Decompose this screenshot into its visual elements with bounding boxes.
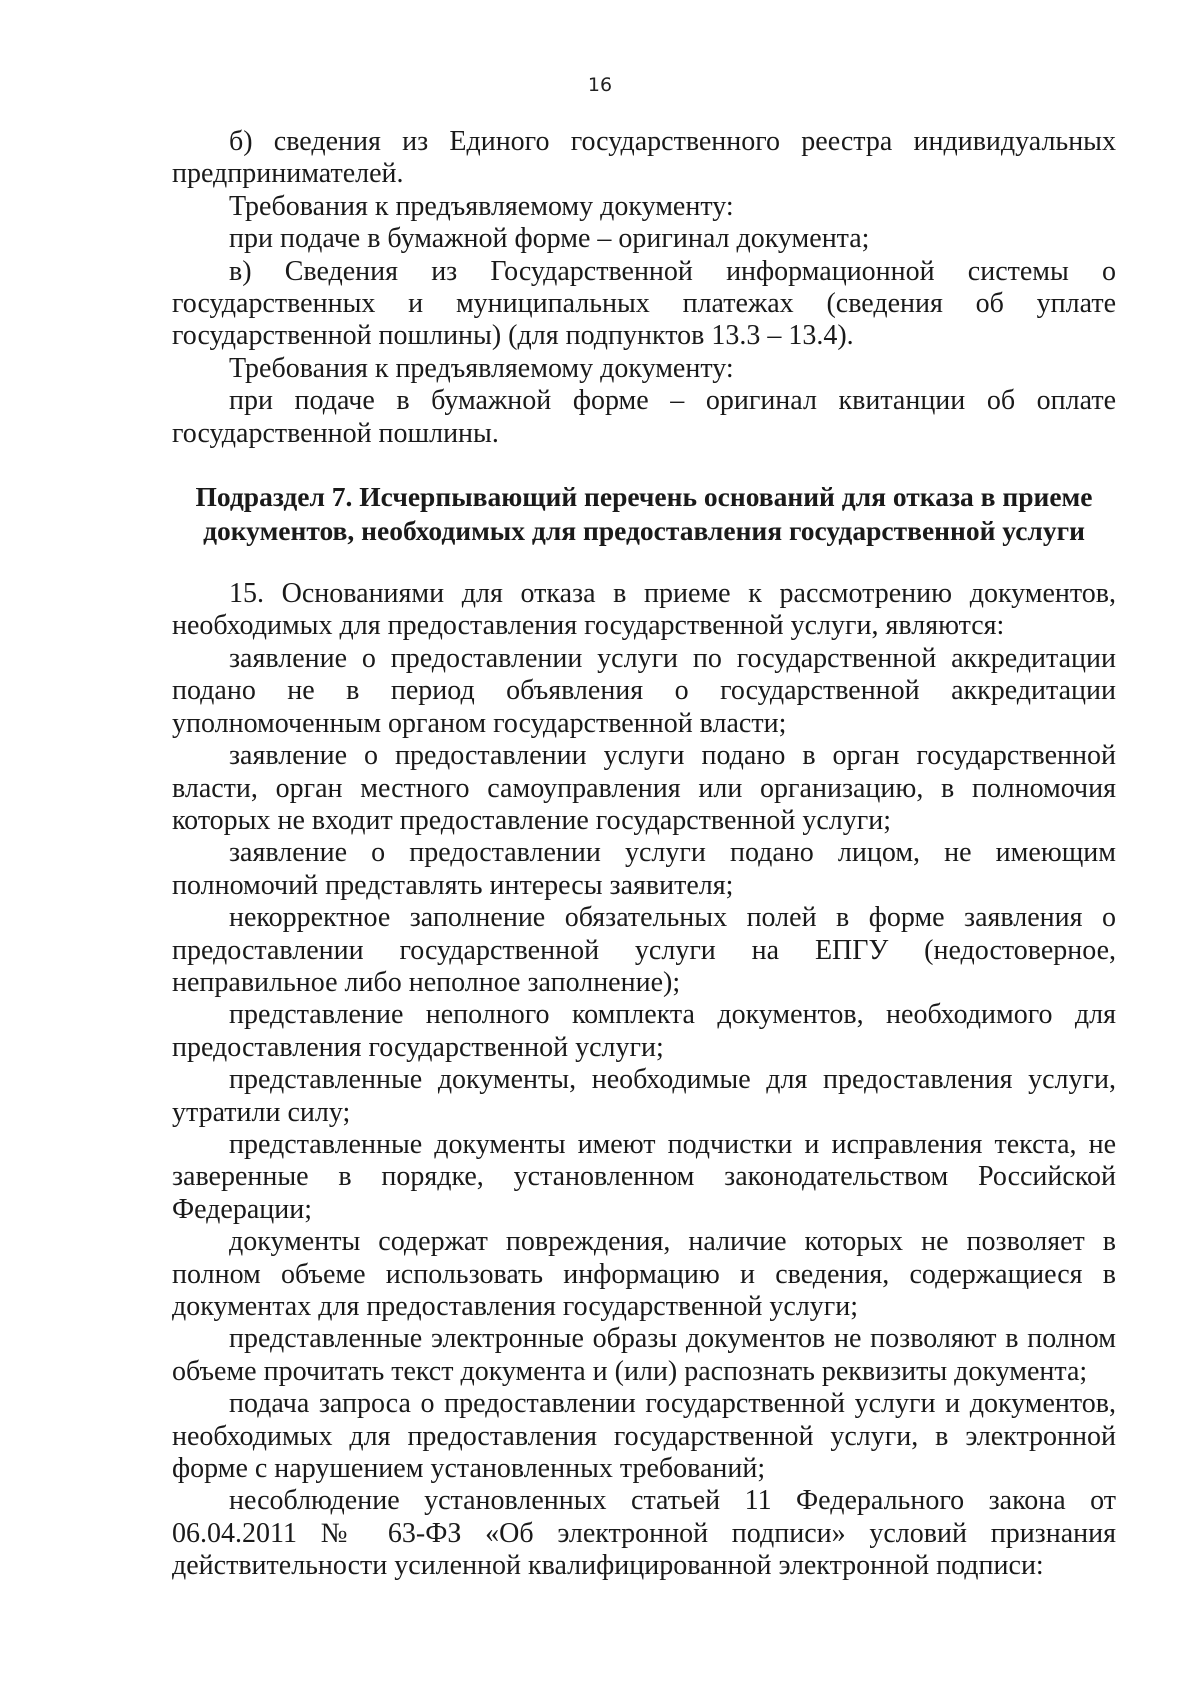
paragraph-ground-period: заявление о предоставлении услуги по государственной аккредитации подано не в период объявления о государственной аккредитации уполномоченным органом государственной власти; (172, 642, 1116, 739)
section-title-line-2: документов, необходимых для предоставления государственной услуги (203, 515, 1085, 547)
paragraph-15-grounds: 15. Основаниями для отказа в приеме к рассмотрению документов, необходимых для предоставления государственной услуги, являются: (172, 578, 1116, 642)
section-title (172, 480, 1116, 548)
page-number: 16 (587, 74, 613, 96)
paragraph-ground-no-authority: заявление о предоставлении услуги подано лицом, не имеющим полномочий представлять интересы заявителя; (172, 837, 1116, 901)
paragraph-requirements-1: Требования к предъявляемому документу: (229, 190, 734, 222)
paragraph-ground-incorrect-fields: некорректное заполнение обязательных полей в форме заявления о предоставлении государственной услуги на ЕПГУ (недостоверное, неправильное либо неполное заполнение); (172, 902, 1116, 998)
paragraph-b-egrip: б) сведения из Единого государственного реестра индивидуальных предпринимателей. (172, 126, 1116, 190)
section-title-line-1: Подраздел 7. Исчерпывающий перечень оснований для отказа в приеме (195, 481, 1093, 513)
paragraph-v-gis-gmp: в) Сведения из Государственной информационной системы о государственных и муниципальных платежах (сведения об уплате государственной пошлины) (для подпунктов 13.3 – 13.4). (172, 255, 1116, 352)
paragraph-ground-signature: несоблюдение установленных статьей 11 Федерального закона от 06.04.2011 № 63-ФЗ «Об электронной подписи» условий признания действительности усиленной квалифицированной электронной подписи: (172, 1485, 1116, 1582)
paragraph-ground-incomplete-set: представление неполного комплекта документов, необходимого для предоставления государственной услуги; (172, 999, 1116, 1063)
paragraph-ground-electronic-violation: подача запроса о предоставлении государственной услуги и документов, необходимых для предоставления государственной услуги, в электронной форме с нарушением установленных требований; (172, 1388, 1116, 1485)
paragraph-ground-corrections: представленные документы имеют подчистки и исправления текста, не заверенные в порядке, установленном законодательством Российской Федерации; (172, 1128, 1116, 1225)
paragraph-ground-unreadable-images: представленные электронные образы документов не позволяют в полном объеме прочитать текст документа и (или) распознать реквизиты документа; (172, 1323, 1116, 1387)
document-body (172, 126, 1116, 1583)
paragraph-ground-wrong-body: заявление о предоставлении услуги подано в орган государственной власти, орган местного самоуправления или организацию, в полномочия которых не входит предоставление государственной услуги; (172, 740, 1116, 836)
paragraph-ground-damaged: документы содержат повреждения, наличие которых не позволяет в полном объеме использовать информацию и сведения, содержащиеся в документах для предоставления государственной услуги; (172, 1226, 1116, 1322)
paragraph-paper-original-1: при подаче в бумажной форме – оригинал документа; (229, 223, 870, 255)
paragraph-requirements-2: Требования к предъявляемому документу: (229, 352, 734, 384)
paragraph-paper-original-2: при подаче в бумажной форме – оригинал квитанции об оплате государственной пошлины. (172, 385, 1116, 449)
paragraph-ground-expired: представленные документы, необходимые для предоставления услуги, утратили силу; (172, 1064, 1116, 1128)
